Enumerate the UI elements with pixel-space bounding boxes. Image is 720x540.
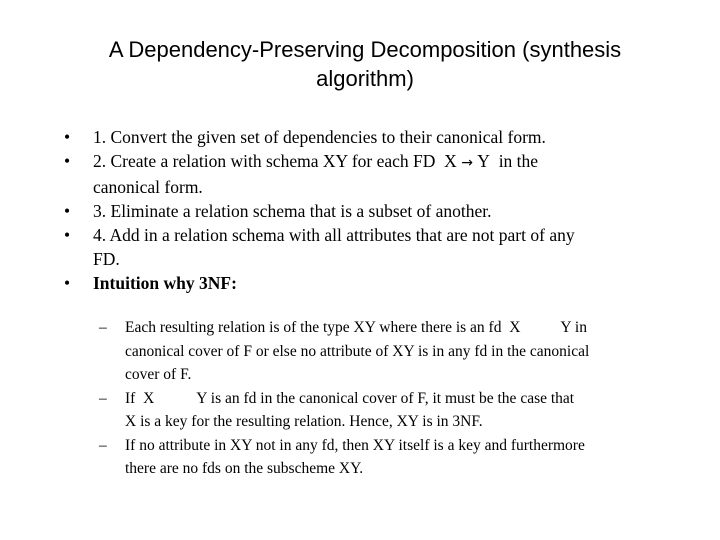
fd-lhs: X xyxy=(143,389,155,407)
bullet-text-part: in the xyxy=(498,151,539,171)
bullet-marker: • xyxy=(64,225,71,245)
bullet-marker: • xyxy=(64,273,71,293)
bullet-text: 4. Add in a relation schema with all attributes that are not part of any xyxy=(93,225,575,245)
bullet-text-continued: FD. xyxy=(93,249,120,269)
bullet-item-4 xyxy=(60,223,680,271)
sub-bullet-text: If no attribute in XY not in any fd, then XY itself is a key and furthermore xyxy=(125,436,585,454)
sub-bullet-item-2 xyxy=(99,387,685,434)
bullet-marker: • xyxy=(64,201,71,221)
bullet-marker: • xyxy=(64,127,71,147)
sub-text-part: Y is an fd in the canonical cover of F, it must be the case that xyxy=(196,389,575,407)
sub-bullet-text xyxy=(125,387,685,411)
sub-text-part: If xyxy=(125,389,136,407)
bullet-text: 1. Convert the given set of dependencies to their canonical form. xyxy=(93,127,546,147)
bullet-list xyxy=(60,125,680,295)
fd-rhs: Y xyxy=(477,151,490,171)
sub-bullet-text-continued: canonical cover of F or else no attribute of XY is in any fd in the canonical xyxy=(125,342,590,360)
bullet-text xyxy=(93,149,680,175)
sub-bullet-text xyxy=(125,316,685,340)
bullet-text: 3. Eliminate a relation schema that is a subset of another. xyxy=(93,201,492,221)
fd-lhs: X xyxy=(509,319,521,336)
sub-bullet-text-continued: cover of F. xyxy=(125,366,192,383)
sub-text-part: Y in xyxy=(560,319,587,336)
sub-bullet-text-continued: there are no fds on the subscheme XY. xyxy=(125,460,364,477)
sub-bullet-marker: – xyxy=(99,389,107,407)
sub-bullet-marker: – xyxy=(99,436,107,454)
sub-bullet-list xyxy=(99,316,685,481)
title-line-2: algorithm) xyxy=(316,66,414,91)
sub-bullet-text-continued: X is a key for the resulting relation. Hence, XY is in 3NF. xyxy=(125,413,483,430)
sub-bullet-marker: – xyxy=(99,319,107,336)
bullet-item-3 xyxy=(60,199,680,223)
sub-text-part: Each resulting relation is of the type XY where there is an fd xyxy=(125,319,502,336)
sub-bullet-item-3 xyxy=(99,434,685,481)
bullet-text-part: 2. Create a relation with schema XY for each FD xyxy=(93,151,436,171)
title-line-1: A Dependency-Preserving Decomposition (synthesis xyxy=(108,37,622,62)
bullet-item-2 xyxy=(60,149,680,199)
arrow-icon: → xyxy=(461,155,473,171)
bullet-text-continued: canonical form. xyxy=(93,177,203,197)
bullet-item-5 xyxy=(60,271,680,295)
sub-bullet-item-1 xyxy=(99,316,685,387)
bullet-marker: • xyxy=(64,151,71,171)
fd-lhs: X xyxy=(444,151,457,171)
slide-title xyxy=(60,35,670,93)
bullet-item-1 xyxy=(60,125,680,149)
bullet-heading: Intuition why 3NF: xyxy=(93,273,237,293)
